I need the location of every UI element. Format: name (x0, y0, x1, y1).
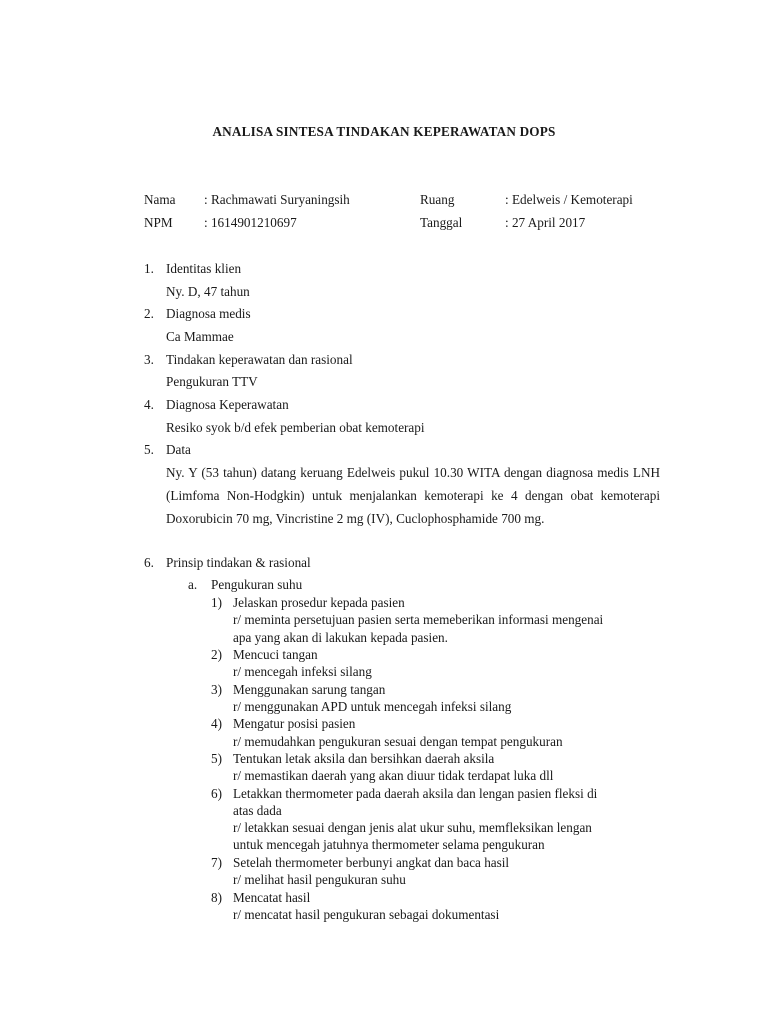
nama-value: : Rachmawati Suryaningsih (204, 192, 350, 207)
ruang-label: Ruang (420, 192, 455, 207)
step-text: Mencatat hasil (233, 890, 311, 905)
step-number: 8) (211, 890, 222, 905)
npm-label: NPM (144, 215, 173, 230)
step-rationale: untuk mencegah jatuhnya thermometer selama pengukuran (233, 837, 545, 852)
step-number: 6) (211, 786, 222, 801)
step-rationale: r/ letakkan sesuai dengan jenis alat ukur suhu, memfleksikan lengan (233, 820, 592, 835)
step-number: 2) (211, 647, 222, 662)
step-rationale: r/ memudahkan pengukuran sesuai dengan tempat pengukuran (233, 734, 563, 749)
document-title: ANALISA SINTESA TINDAKAN KEPERAWATAN DOPS (212, 124, 556, 139)
step-number: 3) (211, 682, 222, 697)
step-text: Jelaskan prosedur kepada pasien (233, 595, 405, 610)
step-rationale: r/ meminta persetujuan pasien serta memeberikan informasi mengenai (233, 612, 604, 627)
nama-label: Nama (144, 192, 176, 207)
section-heading: Diagnosa medis (166, 306, 251, 321)
npm-value: : 1614901210697 (204, 215, 297, 230)
section-heading: Data (166, 442, 191, 457)
step-text: Tentukan letak aksila dan bersihkan daerah aksila (233, 751, 495, 766)
step-text: Letakkan thermometer pada daerah aksila dan lengan pasien fleksi di (233, 786, 598, 801)
step-rationale: r/ memastikan daerah yang akan diuur tidak terdapat luka dll (233, 768, 554, 783)
section-heading: Tindakan keperawatan dan rasional (166, 352, 353, 367)
section-heading: Diagnosa Keperawatan (166, 397, 289, 412)
section-content: Resiko syok b/d efek pemberian obat kemoterapi (166, 420, 425, 435)
step-rationale: r/ melihat hasil pengukuran suhu (233, 872, 406, 887)
step-text: Mengatur posisi pasien (233, 716, 356, 731)
subsection-title: Pengukuran suhu (211, 577, 303, 592)
step-rationale: r/ mencatat hasil pengukuran sebagai dokumentasi (233, 907, 500, 922)
section-heading: Prinsip tindakan & rasional (166, 555, 311, 570)
section-content: Ca Mammae (166, 329, 234, 344)
step-number: 4) (211, 716, 222, 731)
section-number: 4. (144, 397, 154, 412)
step-number: 1) (211, 595, 222, 610)
subsection-letter: a. (188, 577, 198, 592)
step-text: atas dada (233, 803, 282, 818)
section-number: 1. (144, 261, 154, 276)
step-text: Mencuci tangan (233, 647, 318, 662)
section-heading: Identitas klien (166, 261, 242, 276)
step-number: 5) (211, 751, 222, 766)
section-number: 5. (144, 442, 154, 457)
step-rationale: r/ mencegah infeksi silang (233, 664, 372, 679)
step-text: Menggunakan sarung tangan (233, 682, 386, 697)
section-number: 6. (144, 555, 154, 570)
section-number: 2. (144, 306, 154, 321)
step-text: Setelah thermometer berbunyi angkat dan baca hasil (233, 855, 510, 870)
ruang-value: : Edelweis / Kemoterapi (505, 192, 633, 207)
tanggal-label: Tanggal (420, 215, 463, 230)
step-number: 7) (211, 855, 222, 870)
data-paragraph: Ny. Y (53 tahun) datang keruang Edelweis pukul 10.30 WITA dengan diagnosa medis LNH (Limfoma Non-Hodgkin) untuk menjalankan kemoterapi ke 4 dengan obat kemoterapi Doxorubicin 70 mg, Vincristine 2 mg (IV), Cuclophosphamide 700 mg. (166, 465, 660, 526)
step-rationale: apa yang akan di lakukan kepada pasien. (233, 630, 448, 645)
section-number: 3. (144, 352, 154, 367)
section-content: Pengukuran TTV (166, 374, 258, 389)
section-content: Ny. D, 47 tahun (166, 284, 250, 299)
tanggal-value: : 27 April 2017 (505, 215, 586, 230)
step-rationale: r/ menggunakan APD untuk mencegah infeksi silang (233, 699, 512, 714)
